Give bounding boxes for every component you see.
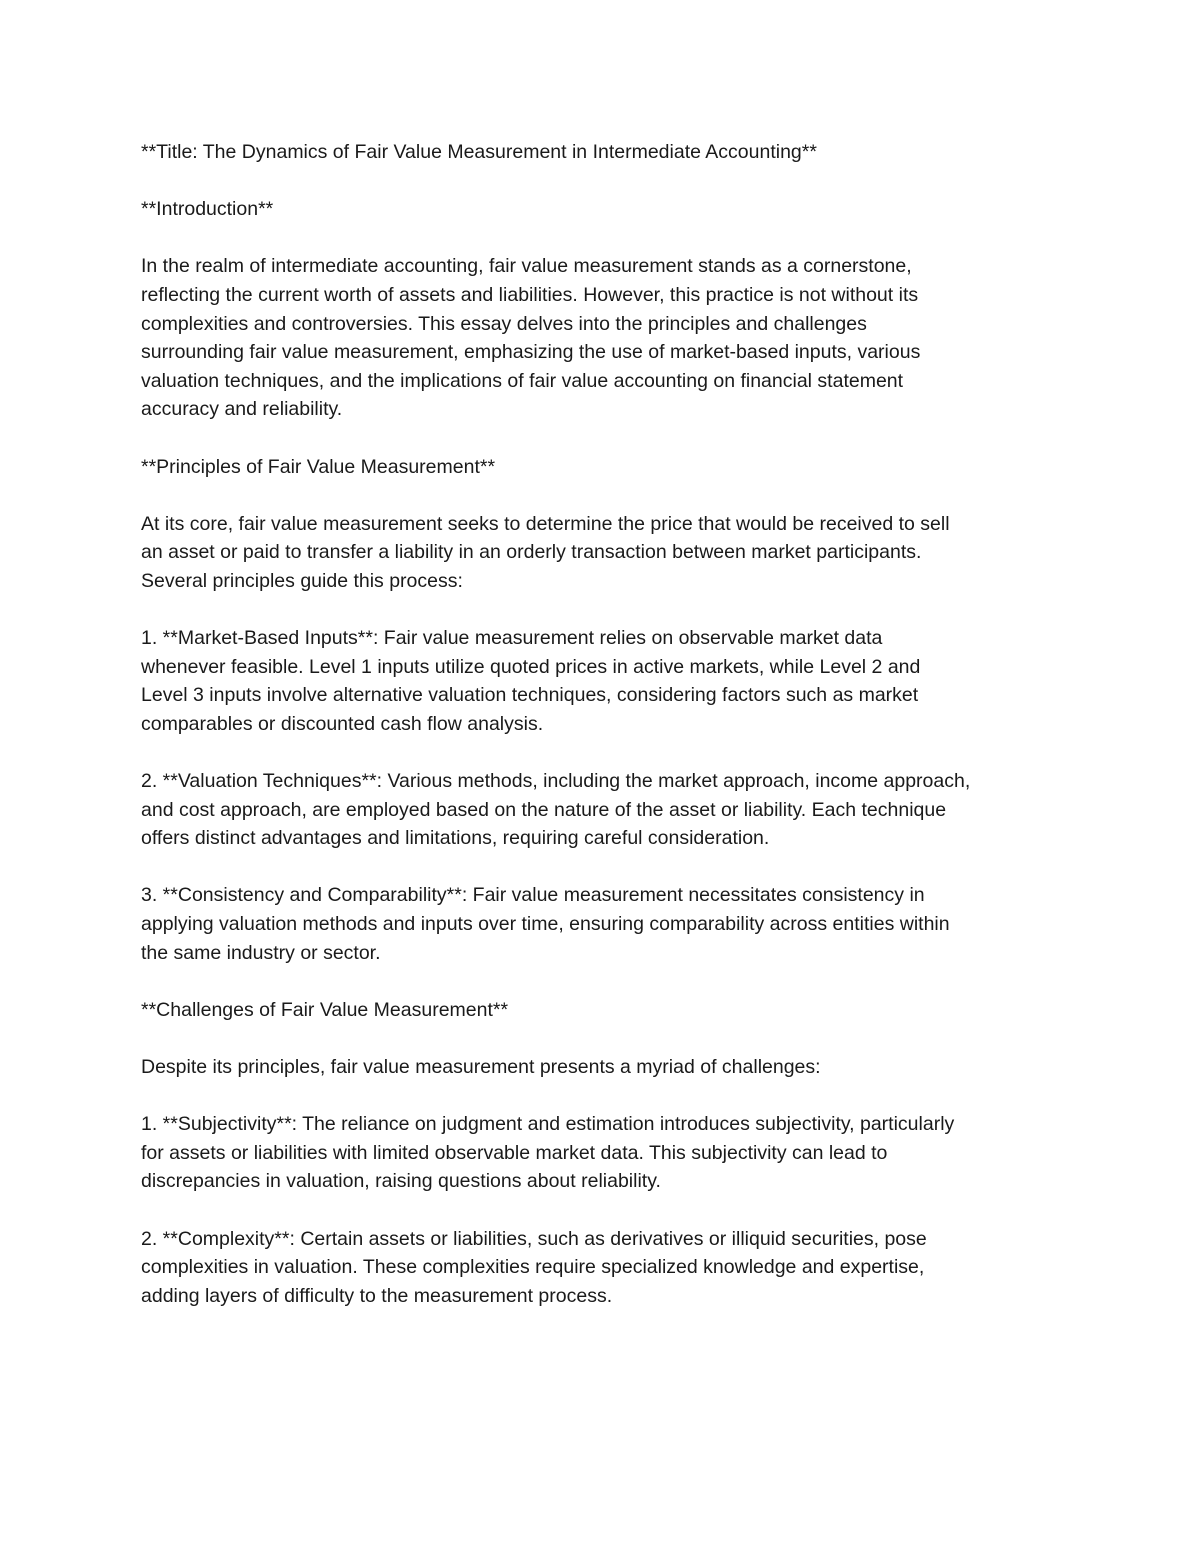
document-title: **Title: The Dynamics of Fair Value Measurement in Intermediate Accounting**	[141, 141, 817, 163]
principles-list-item: 3. **Consistency and Comparability**: Fair value measurement necessitates consistency in applying valuation methods and inputs over time, ensuring comparability across entities within the same industry or sector.	[141, 884, 950, 964]
principles-intro-paragraph: At its core, fair value measurement seeks to determine the price that would be received to sell an asset or paid to transfer a liability in an orderly transaction between market participants. Several principles guide this process:	[141, 512, 950, 592]
challenges-list-item: 2. **Complexity**: Certain assets or liabilities, such as derivatives or illiquid securities, pose complexities in valuation. These complexities require specialized knowledge and expertise, adding layers of difficulty to the measurement process.	[141, 1227, 927, 1307]
principles-list-item: 2. **Valuation Techniques**: Various methods, including the market approach, income approach, and cost approach, are employed based on the nature of the asset or liability. Each technique offers distinct advantages and limitations, requiring careful consideration.	[141, 770, 971, 850]
principles-list-item: 1. **Market-Based Inputs**: Fair value measurement relies on observable market data whenever feasible. Level 1 inputs utilize quoted prices in active markets, while Level 2 and Level 3 inputs involve alternative valuation techniques, considering factors such as market comparables or discounted cash flow analysis.	[141, 627, 921, 735]
introduction-heading: **Introduction**	[141, 198, 274, 221]
principles-heading: **Principles of Fair Value Measurement**	[141, 455, 496, 478]
document-page	[141, 138, 1071, 1339]
challenges-list-item: 1. **Subjectivity**: The reliance on judgment and estimation introduces subjectivity, particularly for assets or liabilities with limited observable market data. This subjectivity can lead to discrepancies in valuation, raising questions about reliability.	[141, 1113, 955, 1193]
introduction-paragraph: In the realm of intermediate accounting, fair value measurement stands as a cornerstone, reflecting the current worth of assets and liabilities. However, this practice is not without its complexities and controversies. This essay delves into the principles and challenges surrounding fair value measurement, emphasizing the use of market-based inputs, various valuation techniques, and the implications of fair value accounting on financial statement accuracy and reliability.	[141, 255, 921, 421]
challenges-heading: **Challenges of Fair Value Measurement**	[141, 998, 509, 1021]
challenges-intro-paragraph: Despite its principles, fair value measurement presents a myriad of challenges:	[141, 1056, 821, 1078]
